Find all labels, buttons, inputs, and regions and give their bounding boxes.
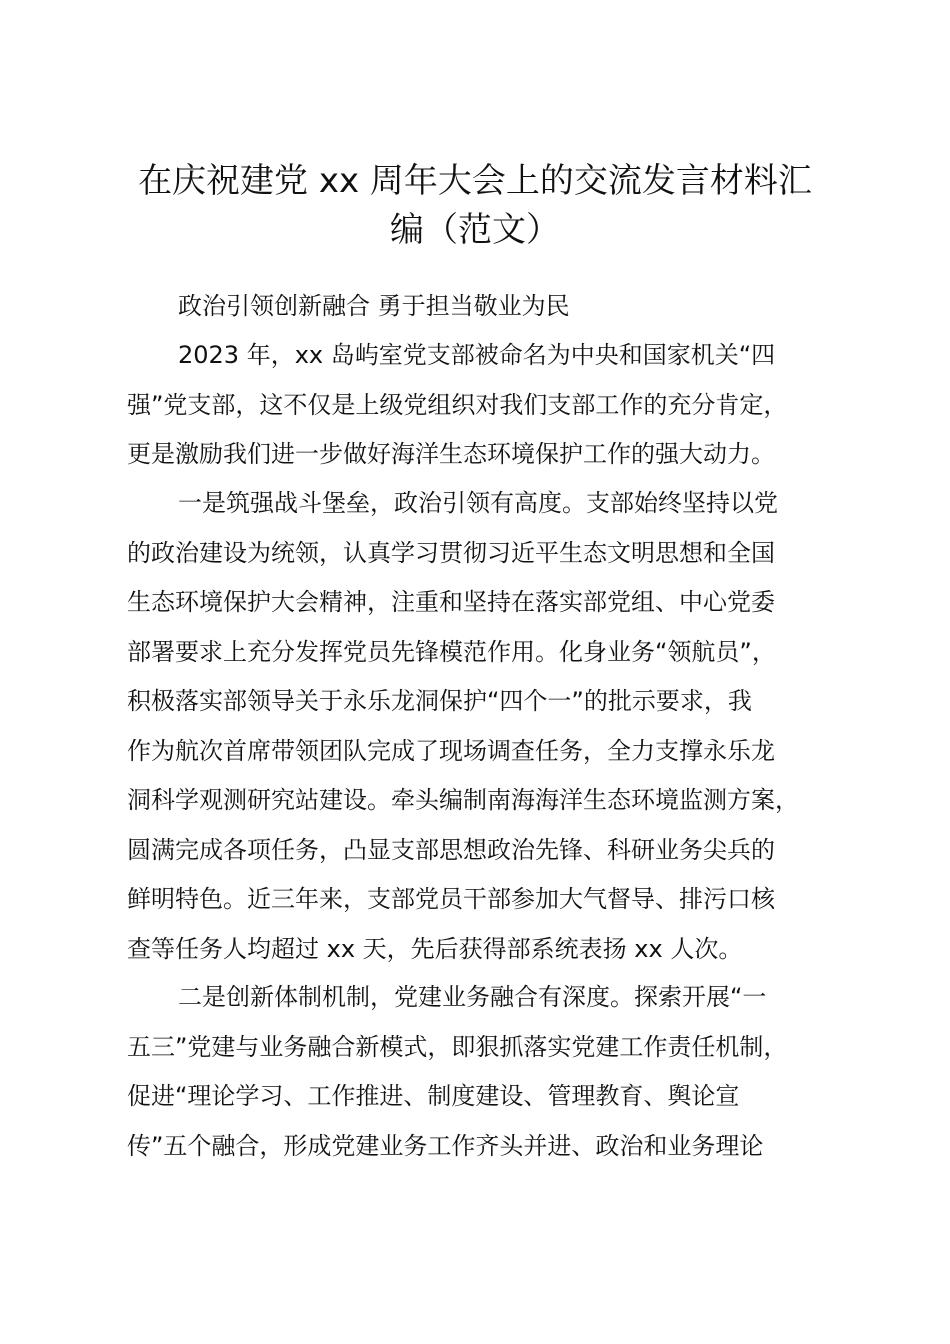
paragraph-line: 查等任务人均超过 xx 天，先后获得部系统表扬 xx 人次。: [127, 934, 743, 963]
paragraph-line: 作为航次首席带领团队完成了现场调查任务，全力支撑永乐龙: [127, 736, 775, 765]
paragraph-line: 传”五个融合，形成党建业务工作齐头并进、政治和业务理论: [127, 1131, 764, 1160]
paragraph-line: 积极落实部领导关于永乐龙洞保护“四个一”的批示要求，我: [127, 687, 752, 715]
paragraph-line: 二是创新体制机制，党建业务融合有深度。探索开展“一: [178, 983, 767, 1011]
paragraph-line: 生态环境保护大会精神，注重和坚持在落实部党组、中心党委: [127, 588, 775, 616]
paragraph-line: 洞科学观测研究站建设。牵头编制南海海洋生态环境监测方案，: [127, 786, 799, 814]
paragraph-line: 五三”党建与业务融合新模式，即狠抓落实党建工作责任机制，: [127, 1032, 788, 1061]
paragraph-1: [127, 331, 837, 480]
title-line: 编（范文）: [390, 210, 560, 250]
document-title: [110, 157, 840, 255]
paragraph-line: 2023 年，xx 岛屿室党支部被命名为中央和国家机关“四: [178, 341, 776, 369]
paragraph-line: 圆满完成各项任务，凸显支部思想政治先锋、科研业务尖兵的: [127, 835, 775, 864]
title-line: 在庆祝建党 xx 周年大会上的交流发言材料汇: [138, 161, 812, 201]
paragraph-line: 鲜明特色。近三年来，支部党员干部参加大气督导、排污口核: [127, 885, 775, 913]
paragraph-line: 的政治建设为统领，认真学习贯彻习近平生态文明思想和全国: [127, 538, 775, 567]
document-subtitle: 政治引领创新融合 勇于担当敬业为民: [178, 292, 570, 320]
paragraph-line: 一是筑强战斗堡垒，政治引领有高度。支部始终坚持以党: [178, 489, 778, 517]
paragraph-2: [127, 479, 837, 974]
paragraph-line: 更是激励我们进一步做好海洋生态环境保护工作的强大动力。: [127, 440, 775, 468]
paragraph-line: 强”党支部，这不仅是上级党组织对我们支部工作的充分肯定，: [127, 390, 788, 419]
paragraph-line: 促进“理论学习、工作推进、制度建设、管理教育、舆论宣: [127, 1082, 740, 1110]
paragraph-line: 部署要求上充分发挥党员先锋模范作用。化身业务“领航员”，: [127, 637, 776, 666]
paragraph-3: [127, 973, 837, 1171]
